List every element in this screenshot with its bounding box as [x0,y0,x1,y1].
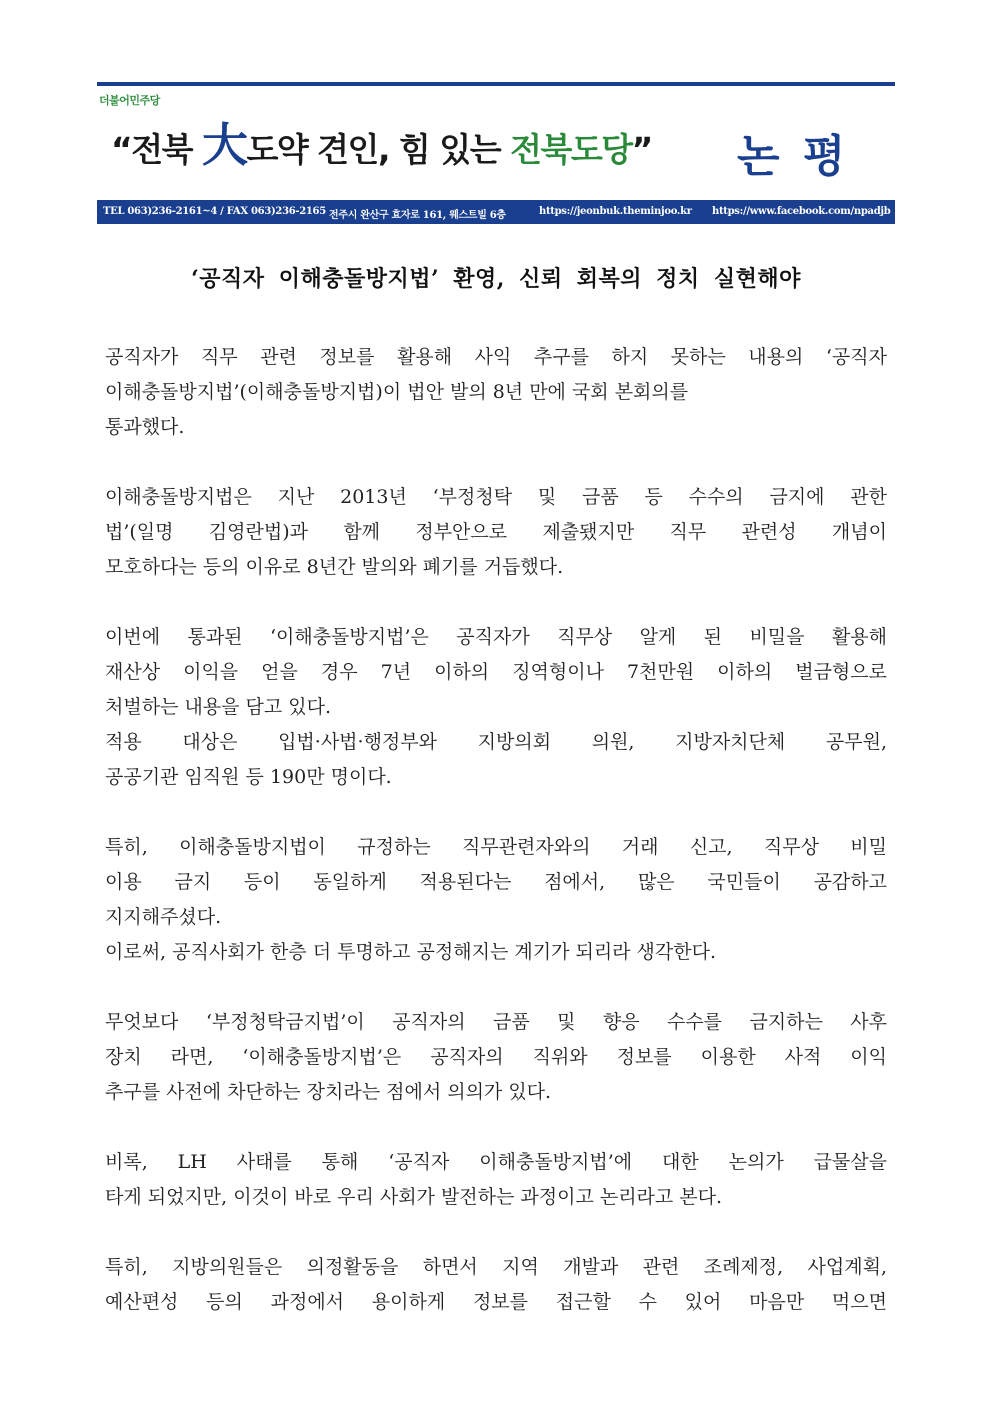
paragraph [105,340,887,445]
paragraph-gap [105,445,887,480]
letterhead [97,82,895,226]
paragraph-line: 재산상 이익을 얻을 경우 7년 이하의 징역형이나 7천만원 이하의 벌금형으로 [105,661,887,683]
slogan-open: “전북 [111,130,202,169]
document-body [105,340,887,1320]
paragraph-line: 특히, 이해충돌방지법이 규정하는 직무관련자와의 거래 신고, 직무상 비밀 [105,836,887,858]
contact-bar [97,200,895,224]
contact-facebook[interactable]: https://www.facebook.com/npadjb [712,206,891,217]
paragraph-gap [105,585,887,620]
party-logo: 더불어민주당 [99,94,160,107]
paragraph-line: 예산편성 등의 과정에서 용이하게 정보를 접근할 수 있어 마음만 먹으면 [105,1291,887,1313]
paragraph-line: 적용 대상은 입법·사법·행정부와 지방의회 의원, 지방자치단체 공무원, [105,731,887,753]
paragraph-line: 무엇보다 ‘부정청탁금지법’이 공직자의 금품 및 향응 수수를 금지하는 사후 [105,1011,887,1033]
paragraph-line: 이해충돌방지법은 지난 2013년 ‘부정청탁 및 금품 등 수수의 금지에 관한 [105,486,887,508]
paragraph-gap [105,1110,887,1145]
paragraph-gap [105,795,887,830]
document-title: ‘공직자 이해충돌방지법’ 환영, 신뢰 회복의 정치 실현해야 [191,266,801,292]
paragraph-line: 추구를 사전에 차단하는 장치라는 점에서 의의가 있다. [105,1081,552,1103]
paragraph-line: 이로써, 공직사회가 한층 더 투명하고 공정해지는 계기가 되리라 생각한다. [105,941,717,963]
paragraph-line: 공직자가 직무 관련 정보를 활용해 사익 추구를 하지 못하는 내용의 ‘공직자 [105,346,887,368]
slogan [111,118,652,172]
paragraph-line: 비록, LH 사태를 통해 ‘공직자 이해충돌방지법’에 대한 논의가 급물살을 [105,1151,887,1173]
paragraph-line: 공공기관 임직원 등 190만 명이다. [105,766,392,788]
paragraph-line: 장치 라면, ‘이해충돌방지법’은 공직자의 직위와 정보를 이용한 사적 이익 [105,1046,887,1068]
paragraph-line: 처벌하는 내용을 담고 있다. [105,696,332,718]
slogan-highlight: 전북도당 [510,130,632,169]
paragraph-line: 타게 되었지만, 이것이 바로 우리 사회가 발전하는 과정이고 논리라고 본다. [105,1186,723,1208]
contact-website[interactable]: https://jeonbuk.theminjoo.kr [539,206,692,217]
paragraph [105,480,887,585]
paragraph [105,620,887,795]
paragraph [105,830,887,970]
contact-address: 전주시 완산구 효자로 161, 웨스트빌 6층 [329,210,506,221]
paragraph-line: 이해충돌방지법’(이해충돌방지법)이 법안 발의 8년 만에 국회 본회의를 [105,381,689,403]
paragraph-line: 법’(일명 김영란법)과 함께 정부안으로 제출됐지만 직무 관련성 개념이 [105,521,887,543]
paragraph [105,1250,887,1320]
paragraph [105,1145,887,1215]
paragraph-line: 모호하다는 등의 이유로 8년간 발의와 폐기를 거듭했다. [105,556,564,578]
paragraph-line: 특히, 지방의원들은 의정활동을 하면서 지역 개발과 관련 조례제정, 사업계획, [105,1256,887,1278]
paragraph-line: 이번에 통과된 ‘이해충돌방지법’은 공직자가 직무상 알게 된 비밀을 활용해 [105,626,887,648]
header-rule [97,82,895,86]
paragraph-line: 지지해주셨다. [105,906,222,928]
paragraph-gap [105,970,887,1005]
paragraph-line: 통과했다. [105,416,185,438]
contact-phone: TEL 063)236-2161~4 / FAX 063)236-2165 [103,206,326,217]
slogan-middle: 도약 견인, 힘 있는 [246,130,511,169]
paragraph-line: 이용 금지 등이 동일하게 적용된다는 점에서, 많은 국민들이 공감하고 [105,871,887,893]
slogan-close: ” [631,130,652,169]
paragraph [105,1005,887,1110]
paragraph-gap [105,1215,887,1250]
slogan-big-char: 大 [201,118,247,172]
brand-title: 논 평 [737,131,850,182]
